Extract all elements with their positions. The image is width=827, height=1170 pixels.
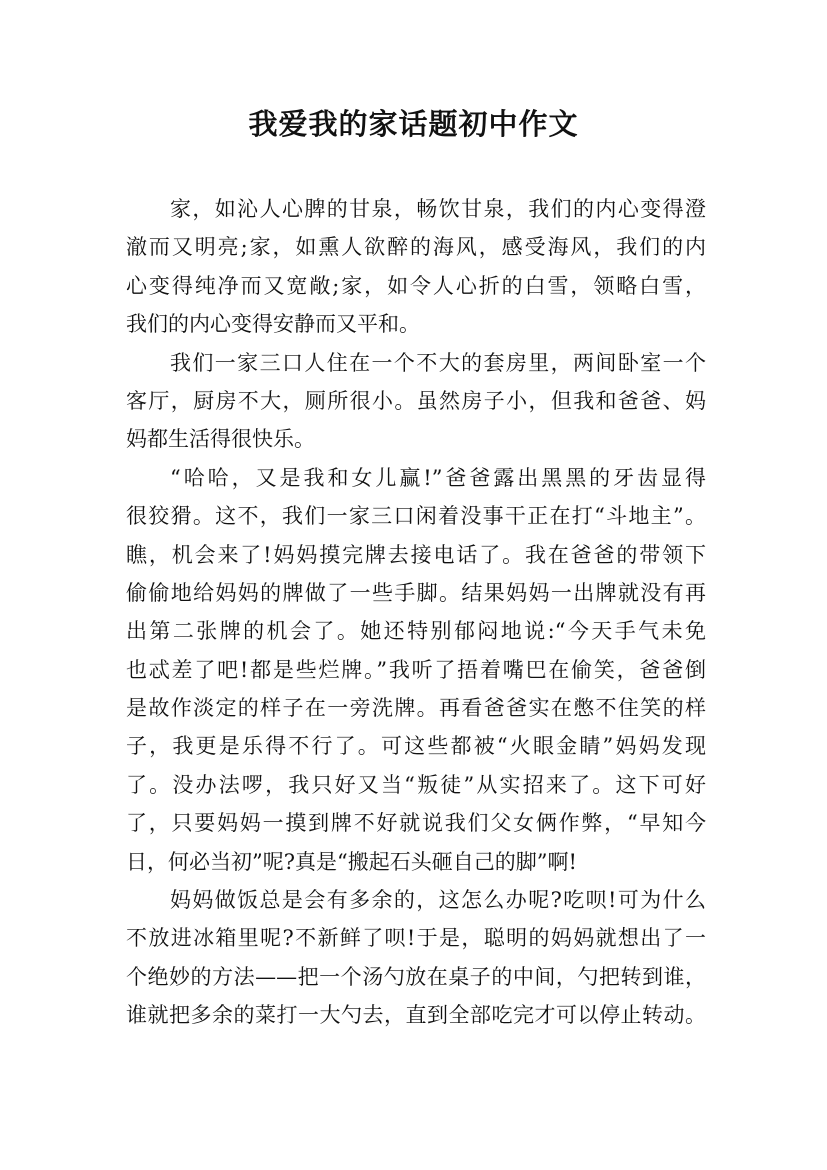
text-line: “哈哈，又是我和女儿赢!”爸爸露出黑黑的牙齿显得: [170, 465, 706, 490]
text-line: 了，只要妈妈一摸到牌不好就说我们父女俩作弊，“早知今: [126, 811, 706, 836]
text-line: 瞧，机会来了!妈妈摸完牌去接电话了。我在爸爸的带领下: [126, 542, 706, 567]
text-line: 谁就把多余的菜打一大勺去，直到全部吃完才可以停止转动。: [126, 1003, 706, 1028]
text-line: 我们一家三口人住在一个不大的套房里，两间卧室一个: [170, 350, 706, 375]
text-line: 了。没办法啰，我只好又当“叛徒”从实招来了。这下可好: [126, 772, 706, 797]
text-line: 日，何必当初”呢?真是“搬起石头砸自己的脚”啊!: [126, 849, 577, 874]
text-line: 也忒差了吧!都是些烂牌。”我听了捂着嘴巴在偷笑，爸爸倒: [126, 657, 706, 682]
text-line: 子，我更是乐得不行了。可这些都被“火眼金睛”妈妈发现: [126, 734, 706, 759]
text-line: 是故作淡定的样子在一旁洗牌。再看爸爸实在憋不住笑的样: [126, 696, 706, 721]
text-line: 心变得纯净而又宽敞;家，如令人心折的白雪，领略白雪，: [126, 273, 706, 298]
text-line: 出第二张牌的机会了。她还特别郁闷地说:“今天手气未免: [126, 619, 706, 644]
text-line: 妈都生活得很快乐。: [126, 427, 315, 452]
text-line: 不放进冰箱里呢?不新鲜了呗!于是，聪明的妈妈就想出了一: [126, 926, 706, 951]
text-line: 客厅，厨房不大，厕所很小。虽然房子小，但我和爸爸、妈: [126, 388, 706, 413]
text-line: 妈妈做饭总是会有多余的，这怎么办呢?吃呗!可为什么: [170, 888, 706, 913]
text-line: 很狡猾。这不，我们一家三口闲着没事干正在打“斗地主”。: [126, 504, 706, 529]
document-title: 我爱我的家话题初中作文: [248, 107, 579, 141]
document-body: [126, 190, 706, 1035]
text-line: 个绝妙的方法——把一个汤勺放在桌子的中间，勺把转到谁，: [126, 964, 706, 989]
text-line: 澈而又明亮;家，如熏人欲醉的海风，感受海风，我们的内: [126, 235, 706, 260]
text-line: 偷偷地给妈妈的牌做了一些手脚。结果妈妈一出牌就没有再: [126, 580, 706, 605]
text-line: 家，如沁人心脾的甘泉，畅饮甘泉，我们的内心变得澄: [170, 197, 706, 221]
text-line: 我们的内心变得安静而又平和。: [126, 312, 420, 337]
